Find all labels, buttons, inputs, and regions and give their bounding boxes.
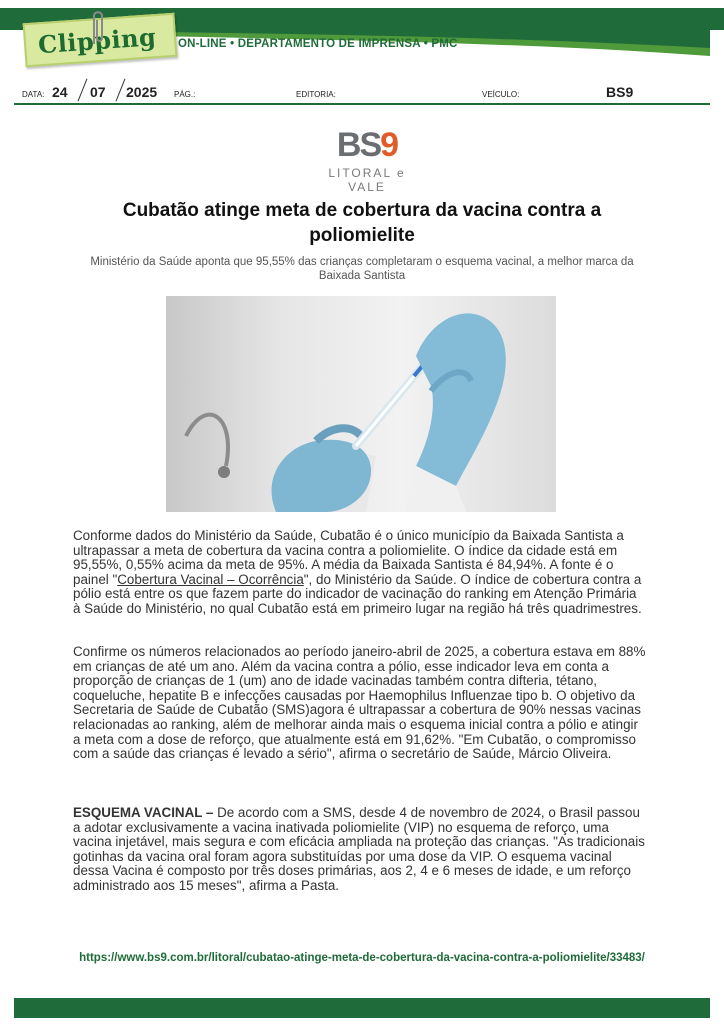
article-paragraph-1 [73,529,647,617]
vaccine-illustration [166,296,556,512]
article-headline: Cubatão atinge meta de cobertura da vacina contra a poliomielite [122,200,602,246]
logo-nine: 9 [380,126,398,164]
veiculo-value: BS9 [606,84,634,100]
bs9-logo [312,126,422,194]
logo-wordmark [312,128,422,162]
article-subhead: Ministério da Saúde aponta que 95,55% das crianças completaram o esquema vacinal, a melhor marca da Baixada Santista [90,256,634,282]
logo-bs: BS [336,126,381,164]
date-day: 24 [52,84,68,100]
paperclip-icon [86,8,110,48]
source-url[interactable]: https://www.bs9.com.br/litoral/cubatao-atinge-meta-de-cobertura-da-vacina-contra-a-poliomielite/33483/ [79,952,645,964]
article-paragraph-2: Confirme os números relacionados ao período janeiro-abril de 2025, a cobertura estava em 88% em crianças de até um ano. Além da vacina contra a pólio, esse indicador leva em conta a proporção de crianças de 1 (um) ano de idade vacinadas também contra difteria, tétano, coqueluche, hepatite B e infecções causadas por Haemophilus Influenzae tipo b. O objetivo da Secretaria de Saúde de Cubatão (SMS)agora é ultrapassar a cobertura de 90% nessas vacinas relacionadas ao ranking, além de melhorar ainda mais o esquema inicial contra a pólio e atingir a meta com a dose de reforço, que atualmente está em 91,62%. "Em Cubatão, o compromisso com a saúde das crianças é levado a sério", afirma o secretário de Saúde, Márcio Oliveira. [73,644,646,762]
paragraph-1-text-b: ", do Ministério da Saúde. O índice de cobertura contra a pólio está entre os que fazem parte do indicador de vacinação do ranking em Atenção Primária à Saúde do Ministério, no qual Cubatão está em primeiro lugar na região há três quadrimestres. [73,571,642,616]
department-line: ON-LINE • DEPARTAMENTO DE IMPRENSA • PMC [178,38,458,50]
date-separator [78,79,88,102]
date-separator [116,79,126,102]
paragraph-1-text-a: Conforme dados do Ministério da Saúde, Cubatão é o único município da Baixada Santista a ultrapassar a meta de cobertura da vacina contra a poliomielite. O índice da cidade está em 95,55%, 0,55% acima da meta de 95%. A média da Baixada Santista é 84,94%. A fonte é o painel " [73,528,624,587]
footer-band [14,998,710,1018]
page-label: PÁG.: [174,90,196,99]
meta-divider [14,103,710,105]
date-label: DATA: [22,90,45,99]
date-year: 2025 [126,84,158,100]
meta-row [22,84,712,102]
logo-tagline: LITORAL e VALE [328,166,406,194]
date-month: 07 [90,84,106,100]
section-lead: ESQUEMA VACINAL – [73,805,214,820]
vaccine-photo [166,296,556,512]
clipping-badge-text: Clipping [37,22,158,60]
paragraph-3-text: De acordo com a SMS, desde 4 de novembro de 2024, o Brasil passou a adotar exclusivamente a vacina inativada poliomielite (VIP) no esquema de reforço, uma vacina injetável, mais segura e com eficácia ampliada na proteção das crianças. "As tradicionais gotinhas da vacina oral foram agora substituídas por uma dose da VIP. O esquema vacinal dessa Vacina é composto por três doses primárias, aos 2, 4 e 6 meses de idade, e um reforço administrado aos 15 meses", afirma a Pasta. [73,805,645,893]
editoria-label: EDITORIA: [296,90,336,99]
veiculo-label: VEÍCULO: [482,90,520,99]
article-paragraph-3 [73,806,647,894]
source-panel-link[interactable]: Cobertura Vacinal – Ocorrência [117,571,304,587]
